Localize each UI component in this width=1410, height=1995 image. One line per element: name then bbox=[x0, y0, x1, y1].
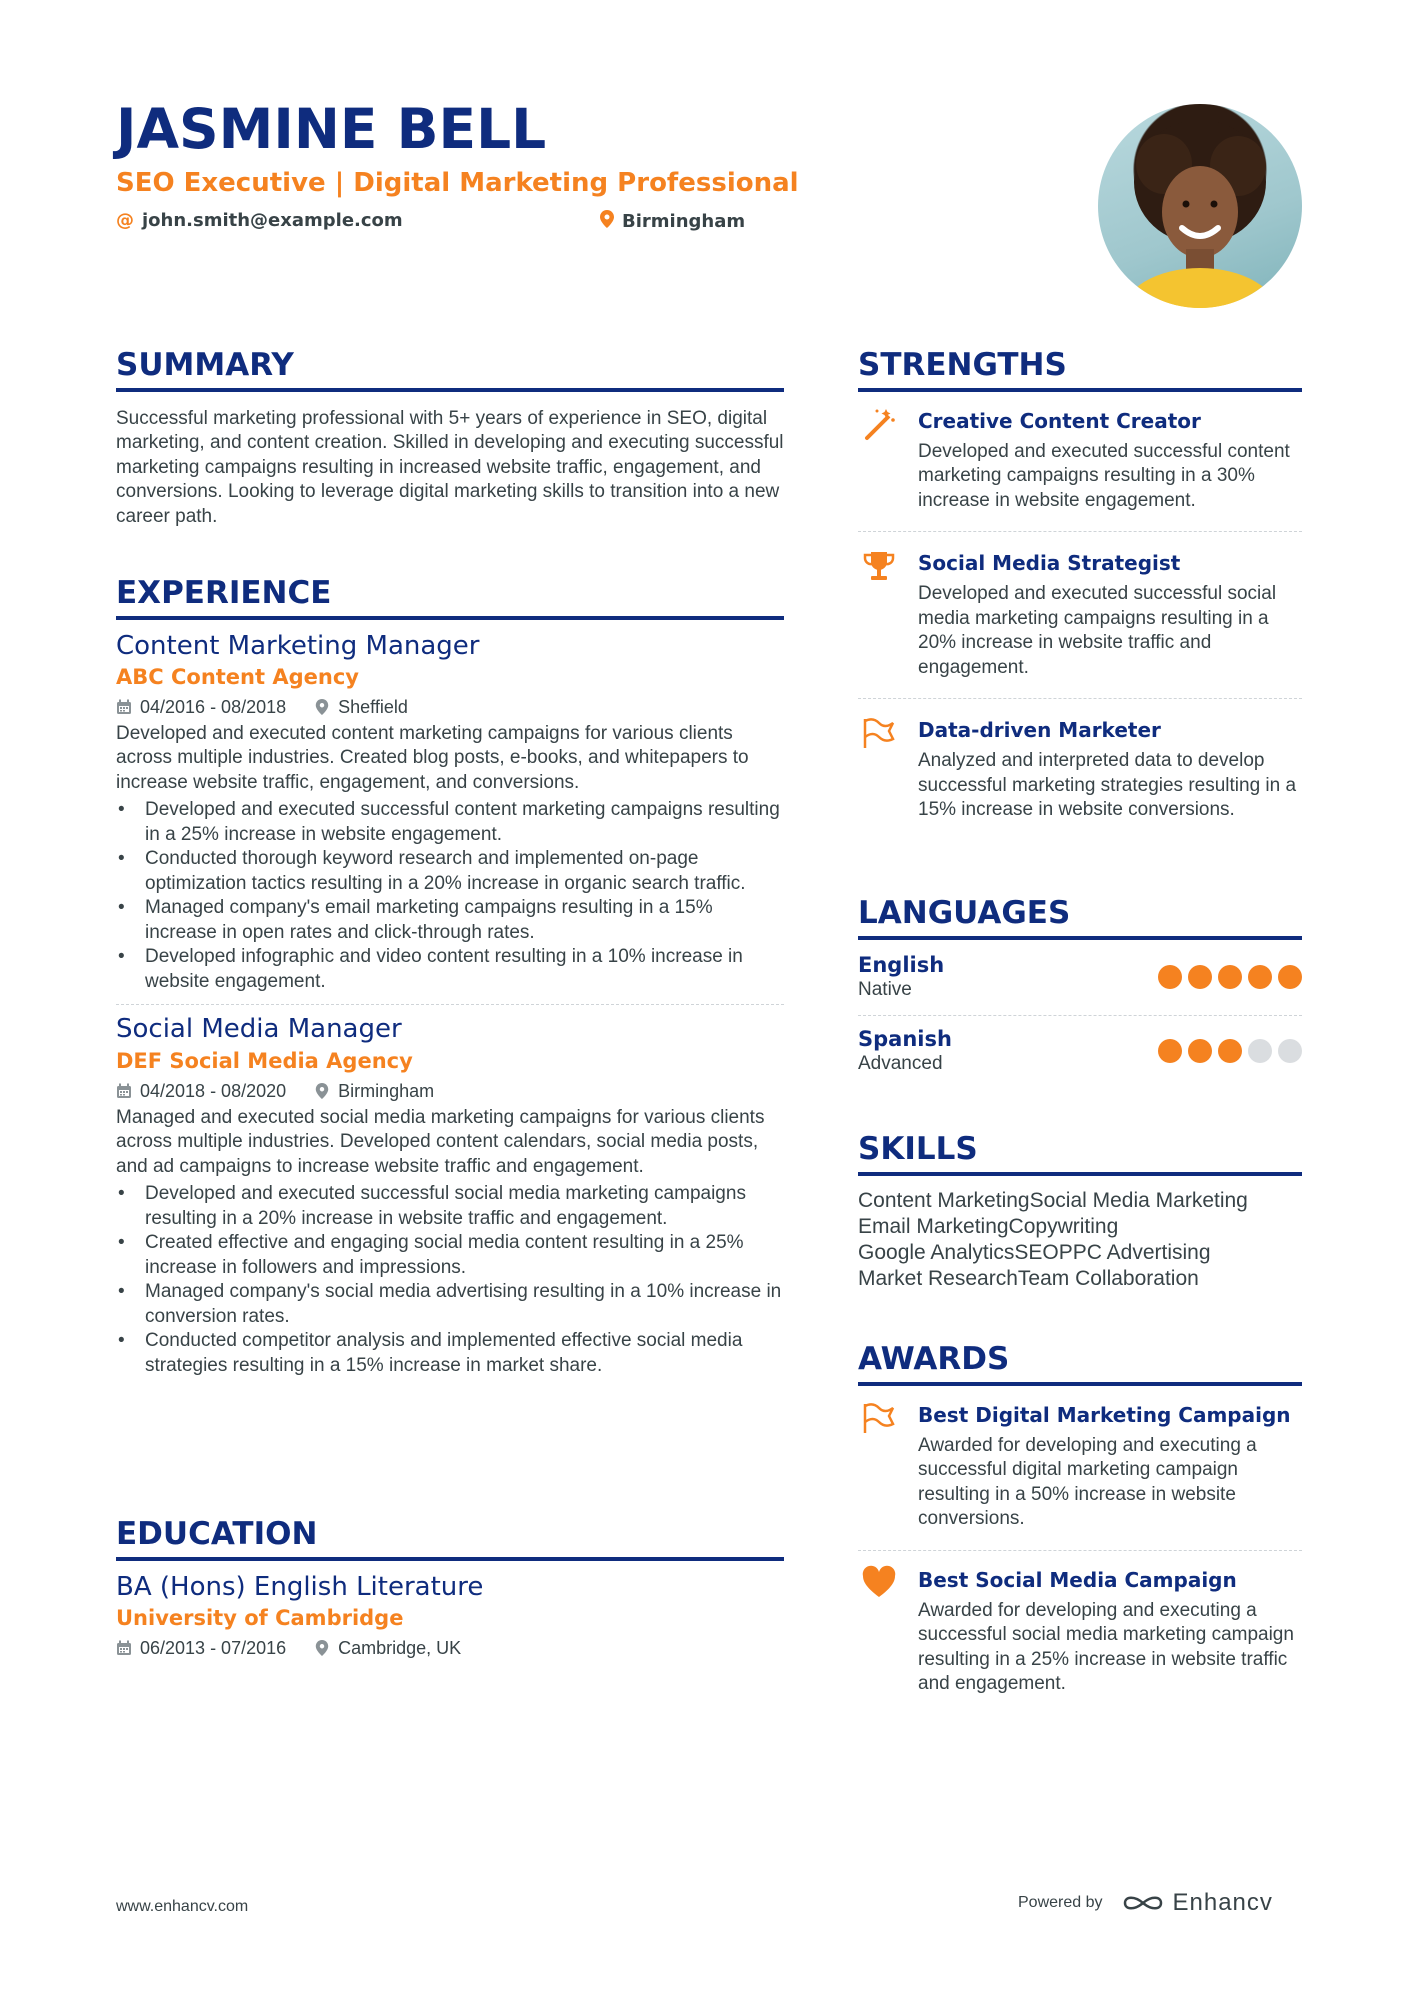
rating-dot bbox=[1218, 1039, 1242, 1063]
education-title: EDUCATION bbox=[116, 1517, 784, 1561]
language-item bbox=[858, 1026, 1302, 1077]
languages-title: LANGUAGES bbox=[858, 896, 1302, 940]
strength-item bbox=[858, 715, 1302, 823]
job-location: Birmingham bbox=[314, 1081, 434, 1102]
language-level: Advanced bbox=[858, 1052, 943, 1074]
rating-dot bbox=[1158, 965, 1182, 989]
rating-dot bbox=[1248, 965, 1272, 989]
language-item bbox=[858, 952, 1302, 1003]
company-name: DEF Social Media Agency bbox=[116, 1049, 413, 1074]
contact-email[interactable] bbox=[116, 210, 403, 231]
rating-dot bbox=[1158, 1039, 1182, 1063]
divider bbox=[116, 1004, 784, 1005]
flag-icon bbox=[858, 715, 900, 823]
calendar-icon bbox=[116, 1640, 132, 1656]
brand-logo bbox=[1121, 1889, 1273, 1917]
job-bullets bbox=[116, 1182, 784, 1378]
job-location: Sheffield bbox=[314, 697, 408, 718]
experience-title: EXPERIENCE bbox=[116, 576, 784, 620]
map-pin-icon bbox=[314, 1640, 330, 1656]
education-meta bbox=[116, 1638, 784, 1659]
rating-dot bbox=[1188, 965, 1212, 989]
education-location: Cambridge, UK bbox=[314, 1638, 461, 1659]
summary-section bbox=[116, 348, 784, 529]
job-description: Managed and executed social media marketing campaigns for various clients across multiple industries. Developed content calendars, social media posts, and ad campaigns to increase website traffic and engagement. bbox=[116, 1106, 765, 1177]
job-title: Content Marketing Manager bbox=[116, 630, 480, 661]
language-name: Spanish bbox=[858, 1026, 952, 1051]
job-dates: 04/2016 - 08/2018 bbox=[116, 697, 286, 718]
list-item: • Managed company's social media advertising resulting in a 10% increase in conversion rates. bbox=[116, 1280, 784, 1329]
list-item: • Conducted competitor analysis and implemented effective social media strategies resulting in a 15% increase in market share. bbox=[116, 1329, 784, 1378]
skills-title: SKILLS bbox=[858, 1132, 1302, 1176]
experience-section bbox=[116, 576, 784, 1378]
strength-title: Social Media Strategist bbox=[918, 551, 1181, 576]
skills-line: Market ResearchTeam Collaboration bbox=[858, 1266, 1199, 1290]
divider bbox=[858, 1015, 1302, 1016]
divider bbox=[858, 698, 1302, 699]
list-item: • Developed and executed successful social media marketing campaigns resulting in a 20% increase in website traffic and engagement. bbox=[116, 1182, 784, 1231]
job-meta bbox=[116, 1081, 784, 1102]
job-title: Social Media Manager bbox=[116, 1014, 402, 1045]
award-title: Best Digital Marketing Campaign bbox=[918, 1402, 1291, 1427]
company-name: ABC Content Agency bbox=[116, 665, 359, 690]
strength-title: Data-driven Marketer bbox=[918, 718, 1161, 743]
strength-item bbox=[858, 406, 1302, 514]
map-pin-icon bbox=[314, 699, 330, 715]
map-pin-icon bbox=[314, 1083, 330, 1099]
strength-item bbox=[858, 548, 1302, 680]
calendar-icon bbox=[116, 1083, 132, 1099]
magic-wand-icon bbox=[858, 406, 900, 514]
footer-website-link[interactable]: www.enhancv.com bbox=[116, 1898, 249, 1915]
award-item bbox=[858, 1565, 1302, 1697]
list-item: • Developed and executed successful content marketing campaigns resulting in a 25% increase in website engagement. bbox=[116, 798, 784, 847]
job-bullets bbox=[116, 798, 784, 994]
heart-icon bbox=[858, 1565, 900, 1697]
divider bbox=[858, 531, 1302, 532]
rating-dot bbox=[1278, 1039, 1302, 1063]
experience-entry bbox=[116, 1013, 784, 1378]
strength-title: Creative Content Creator bbox=[918, 408, 1201, 433]
skills-list bbox=[858, 1188, 1302, 1292]
rating-dot bbox=[1248, 1039, 1272, 1063]
award-desc: Awarded for developing and executing a successful social media marketing campaign resulting in a 25% increase in website traffic and engagement. bbox=[918, 1599, 1294, 1695]
award-title: Best Social Media Campaign bbox=[918, 1567, 1237, 1592]
job-dates: 04/2018 - 08/2020 bbox=[116, 1081, 286, 1102]
list-item: • Developed infographic and video content resulting in a 10% increase in website engagement. bbox=[116, 945, 784, 994]
trophy-icon bbox=[858, 548, 900, 680]
summary-text: Successful marketing professional with 5+ years of experience in SEO, digital marketing, and content creation. Skilled in developing and executing successful marketing campaigns resulting in increased website traffic, engagement, and conversions. Looking to leverage digital marketing skills to transition into a new career path. bbox=[116, 407, 784, 527]
skills-line: Email MarketingCopywriting bbox=[858, 1214, 1119, 1238]
strength-desc: Analyzed and interpreted data to develop successful marketing strategies resulting in a 15% increase in website conversions. bbox=[918, 750, 1297, 821]
awards-title: AWARDS bbox=[858, 1342, 1302, 1386]
location-text: Birmingham bbox=[622, 211, 746, 232]
powered-by-label: Powered by bbox=[1018, 1894, 1103, 1911]
strengths-section bbox=[858, 348, 1302, 823]
skills-section bbox=[858, 1132, 1302, 1292]
candidate-headline: SEO Executive | Digital Marketing Professional bbox=[116, 168, 799, 198]
footer-branding[interactable] bbox=[1018, 1889, 1273, 1917]
rating-dot bbox=[1188, 1039, 1212, 1063]
divider bbox=[858, 1550, 1302, 1551]
languages-section bbox=[858, 896, 1302, 1077]
calendar-icon bbox=[116, 699, 132, 715]
language-name: English bbox=[858, 952, 945, 977]
list-item: • Conducted thorough keyword research and implemented on-page optimization tactics resulting in a 20% increase in organic search traffic. bbox=[116, 847, 784, 896]
skills-line: Google AnalyticsSEOPPC Advertising bbox=[858, 1240, 1211, 1264]
education-section bbox=[116, 1517, 784, 1663]
education-entry bbox=[116, 1571, 784, 1659]
list-item: • Managed company's email marketing campaigns resulting in a 15% increase in open rates and click-through rates. bbox=[116, 896, 784, 945]
job-description: Developed and executed content marketing campaigns for various clients across multiple industries. Created blog posts, e-books, and whitepapers to increase website traffic, engagement, and conversions. bbox=[116, 722, 749, 793]
map-pin-icon bbox=[600, 210, 614, 233]
summary-title: SUMMARY bbox=[116, 348, 784, 392]
experience-entry bbox=[116, 630, 784, 995]
school-name: University of Cambridge bbox=[116, 1606, 404, 1631]
education-dates: 06/2013 - 07/2016 bbox=[116, 1638, 286, 1659]
strength-desc: Developed and executed successful content marketing campaigns resulting in a 30% increase in website engagement. bbox=[918, 440, 1290, 511]
contact-location bbox=[600, 210, 745, 233]
job-meta bbox=[116, 697, 784, 718]
rating-dot bbox=[1218, 965, 1242, 989]
strengths-title: STRENGTHS bbox=[858, 348, 1302, 392]
candidate-name: JASMINE BELL bbox=[116, 97, 547, 161]
email-text: john.smith@example.com bbox=[142, 210, 403, 231]
strength-desc: Developed and executed successful social media marketing campaigns resulting in a 20% increase in website traffic and engagement. bbox=[918, 583, 1277, 678]
list-item: • Created effective and engaging social media content resulting in a 25% increase in followers and impressions. bbox=[116, 1231, 784, 1280]
degree-title: BA (Hons) English Literature bbox=[116, 1571, 484, 1602]
language-rating bbox=[1158, 1039, 1302, 1063]
enhancv-logo-icon bbox=[1121, 1891, 1165, 1915]
brand-name: Enhancv bbox=[1172, 1889, 1273, 1916]
award-item bbox=[858, 1400, 1302, 1532]
award-desc: Awarded for developing and executing a successful digital marketing campaign resulting in a 50% increase in website conversions. bbox=[918, 1434, 1257, 1530]
awards-section bbox=[858, 1342, 1302, 1697]
language-level: Native bbox=[858, 978, 912, 1000]
flag-icon bbox=[858, 1400, 900, 1532]
skills-line: Content MarketingSocial Media Marketing bbox=[858, 1188, 1248, 1212]
language-rating bbox=[1158, 965, 1302, 989]
profile-photo bbox=[1098, 104, 1302, 308]
at-sign-icon: @ bbox=[116, 210, 134, 231]
rating-dot bbox=[1278, 965, 1302, 989]
